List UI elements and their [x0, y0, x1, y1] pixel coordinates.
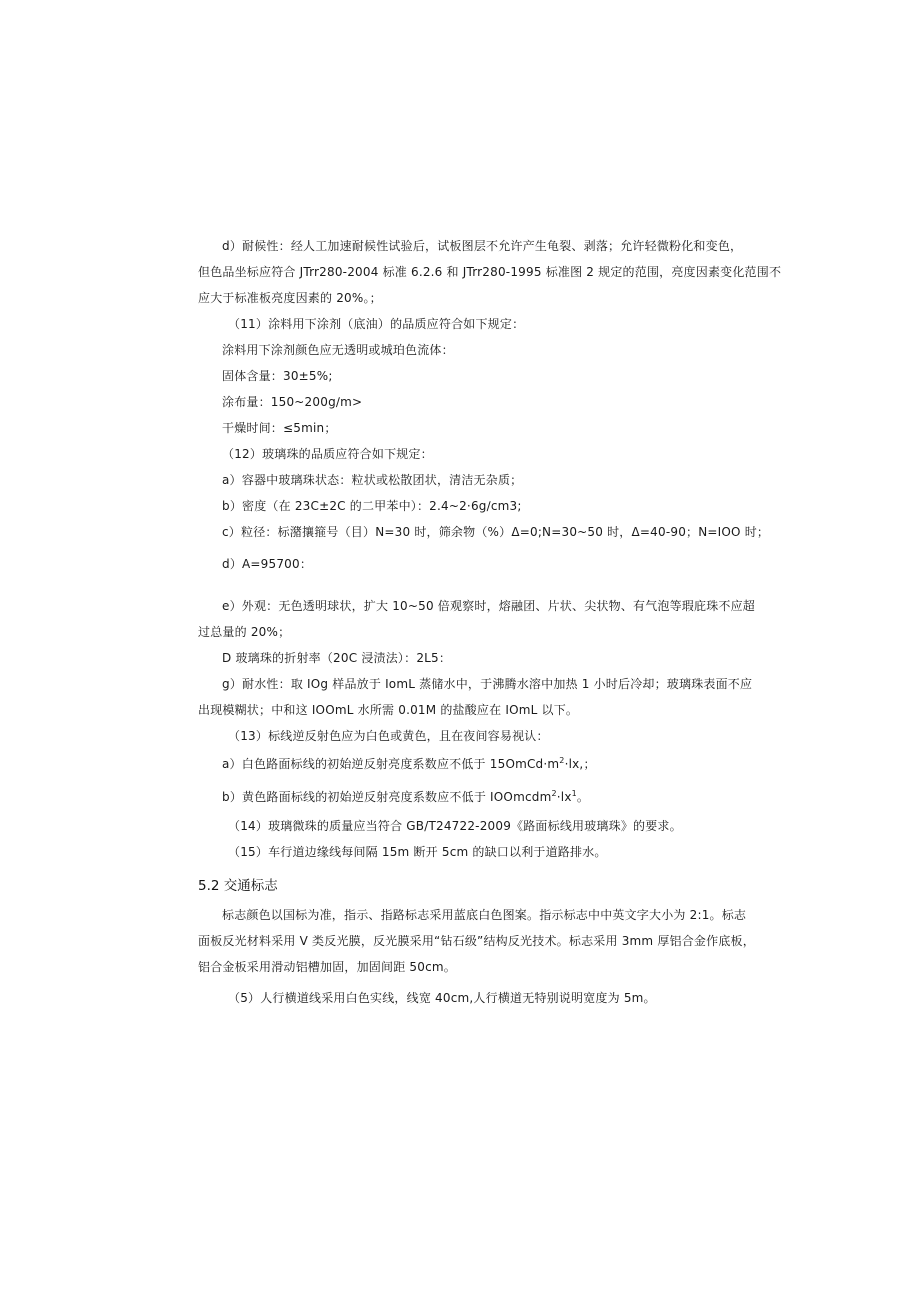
item-13-b	[222, 789, 589, 805]
item-11-color: 涂料用下涂剂颜色应无透明或城珀色流体：	[222, 343, 454, 357]
item-11-coverage: 涂布量：150~200g∕m>	[222, 395, 363, 409]
item-12-e-line-2: 过总量的 20%；	[198, 625, 291, 639]
para-d-line-1: d）耐候性：经人工加速耐候性试验后，试板图层不允许产生龟裂、剥落；允许轻微粉化和变色，	[222, 239, 743, 253]
item-12-c: c）粒径：标潴攘箍号（目）N=30 时，筛余物（%）Δ=0;N=30~50 时，Δ=40-90；N=IOO 时；	[222, 525, 770, 539]
para-d-line-3: 应大于标准板亮度因素的 20%。；	[198, 291, 382, 305]
item-13-a-superscript: 2	[559, 756, 565, 765]
item-12-e-line-1: e）外观：无色透明球状，扩大 10~50 倍观察时，熔融团、片状、尖状物、有气泡等瑕庇珠不应超	[222, 599, 756, 613]
item-13-b-mid: ·lx	[556, 790, 572, 804]
section-para-line-2: 面板反光材料采用 V 类反光膜，反光膜采用“钻石级”结构反光技术。标志采用 3mm 厚铝合金作底板，	[198, 934, 755, 948]
section-para-line-3: 铝合金板采用滑动铝槽加固，加固间距 50cm。	[198, 960, 456, 974]
item-14: （14）玻璃微珠的质量应当符合 GB/T24722-2009《路面标线用玻璃珠》的要求。	[228, 819, 682, 833]
item-11-solids: 固体含量：30±5%;	[222, 369, 333, 383]
section-heading: 5.2 交通标志	[198, 878, 278, 894]
item-11-dry-time: 干燥时间：≤5min；	[222, 421, 337, 435]
section-para-line-1: 标志颜色以国标为准，指示、指路标志采用蓝底白色图案。指示标志中中英文字大小为 2:1。标志	[222, 908, 747, 922]
item-13-b-superscript-2: 1	[571, 789, 577, 798]
item-13-a	[222, 756, 596, 772]
item-13-b-tail: 。	[576, 790, 590, 804]
item-13-b-superscript-1: 2	[551, 789, 557, 798]
item-12-f: D 玻璃珠的折射率（20C 浸渍法）：2L5：	[222, 651, 452, 665]
item-12-title: （12）玻璃珠的品质应符合如下规定：	[222, 447, 433, 461]
item-13-b-text: b）黄色路面标线的初始逆反射亮度系数应不低于 IOOmcdm	[222, 790, 552, 804]
item-13-title: （13）标线逆反射色应为白色或黄色，且在夜间容易视认：	[228, 729, 549, 743]
item-11-title: （11）涂料用下涂剂（底油）的品质应符合如下规定：	[228, 317, 525, 331]
item-15: （15）车行道边缘线每间隔 15m 断开 5cm 的缺口以利于道路排水。	[228, 845, 607, 859]
item-12-g-line-1: g）耐水性：取 IOg 样品放于 IomL 蒸储水中，于沸腾水溶中加热 1 小时后冷却；玻璃珠表面不应	[222, 677, 753, 691]
item-12-d: d）A=95700：	[222, 557, 313, 571]
item-12-g-line-2: 出现模糊状；中和这 IOOmL 水所需 0.01M 的盐酸应在 IOmL 以下。	[198, 703, 579, 717]
item-13-a-tail: ·lx,；	[564, 757, 596, 771]
para-d-line-2: 但色品坐标应符合 JTrr280-2004 标准 6.2.6 和 JTrr280-1995 标准图 2 规定的范围，亮度因素变化范围不	[198, 265, 782, 279]
item-13-a-text: a）白色路面标线的初始逆反射亮度系数应不低于 15OmCd·m	[222, 757, 560, 771]
item-12-b: b）密度（在 23C±2C 的二甲苯中）：2.4~2·6g∕cm3;	[222, 499, 522, 513]
item-12-a: a）容器中玻璃珠状态：粒状或松散团状，清洁无杂质；	[222, 473, 523, 487]
item-5: （5）人行横道线采用白色实线，线宽 40cm,人行横道无特别说明宽度为 5m。	[228, 991, 656, 1005]
